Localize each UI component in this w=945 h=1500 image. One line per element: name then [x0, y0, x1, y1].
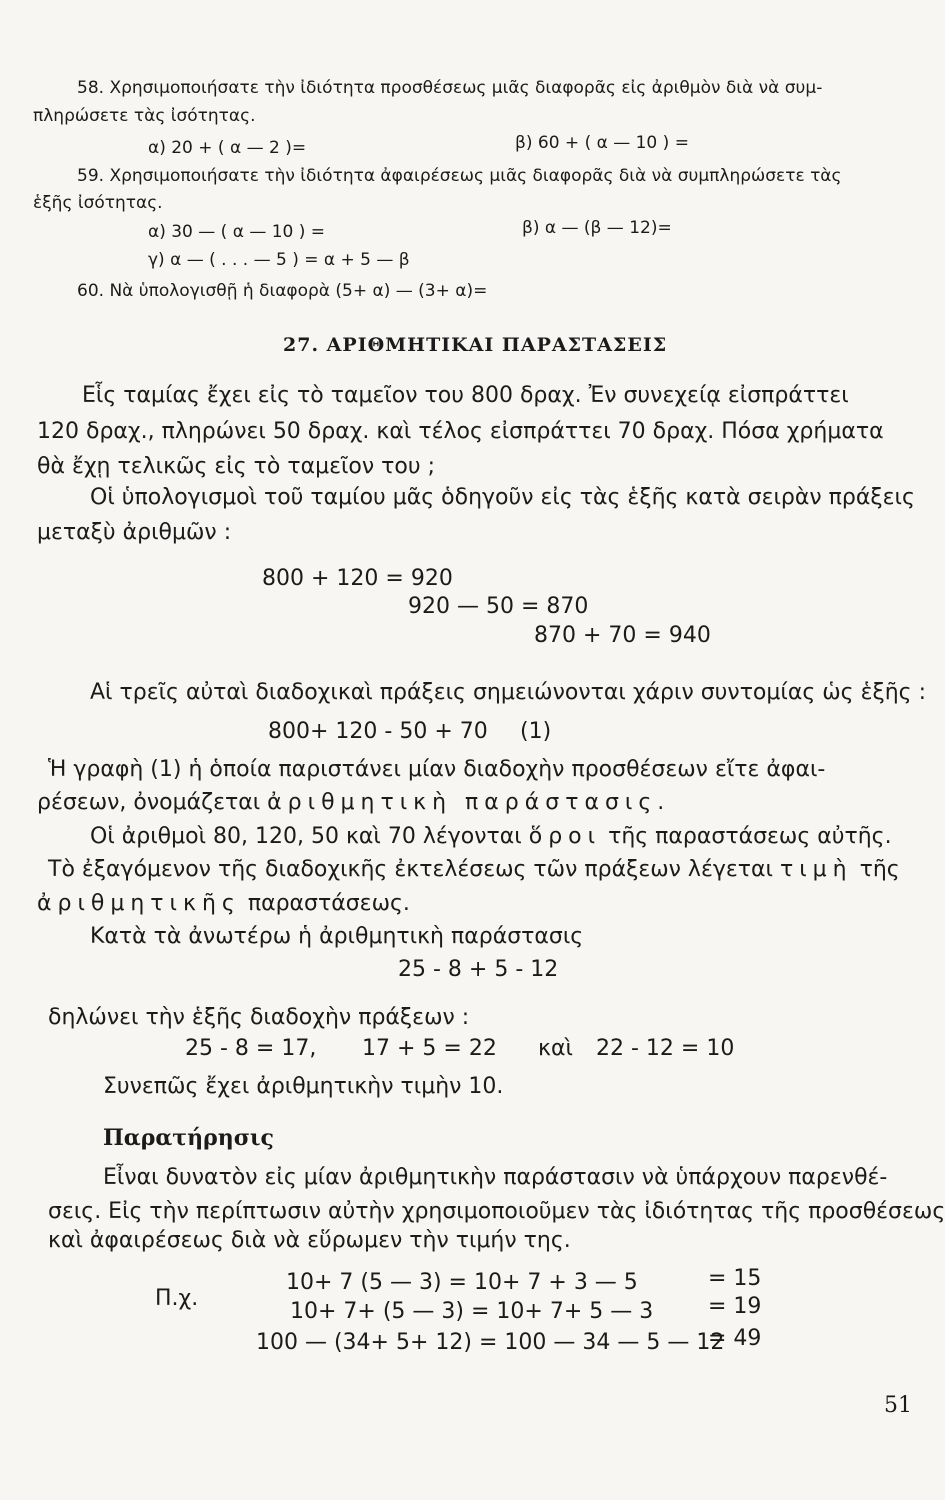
para6-post: τῆς — [859, 857, 900, 882]
para6-line1 — [48, 857, 900, 882]
exercise-58-part-b: β) 60 + ( α — 10 ) = — [515, 133, 689, 153]
para2-line1: Οἱ ὑπολογισμοὶ τοῦ ταμίου μᾶς ὁδηγοῦν εἰς τὰς ἑξῆς κατὰ σειρὰν πράξεις — [90, 485, 915, 510]
para1-line1: Εἷς ταμίας ἔχει εἰς τὸ ταμεῖον του 800 δραχ. Ἐν συνεχείᾳ εἰσπράττει — [82, 383, 849, 408]
para8: δηλώνει τὴν ἑξῆς διαδοχὴν πράξεων : — [48, 1005, 470, 1030]
para5 — [90, 824, 892, 849]
para4-line1: Ἡ γραφὴ (1) ἡ ὁποία παριστάνει μίαν διαδοχὴν προσθέσεων εἴτε ἀφαι- — [48, 757, 826, 782]
para5-pre: Οἱ ἀριθμοὶ 80, 120, 50 καὶ 70 λέγονται — [90, 824, 522, 849]
para6-pre: Τὸ ἐξαγόμενον τῆς διαδοχικῆς ἐκτελέσεως τῶν πράξεων λέγεται — [48, 857, 773, 882]
para4-line2-pre: ρέσεων, ὀνομάζεται — [37, 790, 261, 815]
example-row-1-result: = 15 — [708, 1266, 762, 1291]
exercise-59-line1: 59. Χρησιμοποιήσατε τὴν ἰδιότητα ἀφαιρέσεως μιᾶς διαφορᾶς διὰ νὰ συμπληρώσετε τὰς — [77, 166, 842, 186]
expression-1-label: (1) — [520, 719, 552, 744]
example-row-3-expr: 100 — (34+ 5+ 12) = 100 — 34 — 5 — 12 — [256, 1330, 725, 1355]
example-row-2-result: = 19 — [708, 1294, 762, 1319]
exercise-60: 60. Νὰ ὑπολογισθῇ ἡ διαφορὰ (5+ α) — (3+ α)= — [77, 281, 488, 301]
exercise-59-part-c: γ) α — ( . . . — 5 ) = α + 5 — β — [148, 250, 410, 270]
step-3: 22 - 12 = 10 — [596, 1036, 735, 1061]
exercise-58-line2: πληρώσετε τὰς ἰσότητας. — [33, 106, 256, 126]
para2-line2: μεταξὺ ἀριθμῶν : — [37, 520, 232, 545]
note-line2: σεις. Εἰς τὴν περίπτωσιν αὐτὴν χρησιμοποιοῦμεν τὰς ἰδιότητας τῆς προσθέσεως — [48, 1199, 945, 1224]
exercise-59-part-b: β) α — (β — 12)= — [522, 218, 672, 238]
note-title: Παρατήρησις — [103, 1125, 274, 1151]
term-arithmetic-expression: ἀριθμητικὴ παράστασις. — [267, 790, 671, 815]
example-row-3-result: = 49 — [708, 1326, 762, 1351]
exercise-58-part-a: α) 20 + ( α — 2 )= — [148, 138, 307, 158]
exercise-59-line2: ἑξῆς ἰσότητας. — [33, 193, 163, 213]
exercise-59-part-a: α) 30 — ( α — 10 ) = — [148, 222, 326, 242]
page-number: 51 — [884, 1393, 912, 1418]
note-line3: καὶ ἀφαιρέσεως διὰ νὰ εὕρωμεν τὴν τιμήν της. — [48, 1228, 571, 1253]
step-1: 25 - 8 = 17, — [185, 1036, 317, 1061]
example-row-1-expr: 10+ 7 (5 — 3) = 10+ 7 + 3 — 5 — [286, 1270, 638, 1295]
exercise-58-line1: 58. Χρησιμοποιήσατε τὴν ἰδιότητα προσθέσεως μιᾶς διαφορᾶς εἰς ἀριθμὸν διὰ νὰ συμ- — [77, 78, 823, 98]
note-line1: Εἶναι δυνατὸν εἰς μίαν ἀριθμητικὴν παράστασιν νὰ ὑπάρχουν παρενθέ- — [103, 1165, 888, 1190]
expression-2: 25 - 8 + 5 - 12 — [398, 957, 559, 982]
calc-step-1: 800 + 120 = 920 — [262, 566, 453, 591]
para6-line2 — [37, 891, 410, 916]
expression-1: 800+ 120 - 50 + 70 — [268, 719, 488, 744]
calc-step-2: 920 — 50 = 870 — [408, 594, 589, 619]
term-value: τιμὴ — [779, 857, 853, 882]
para4-line2 — [37, 790, 670, 815]
example-row-2-expr: 10+ 7+ (5 — 3) = 10+ 7+ 5 — 3 — [290, 1299, 654, 1324]
para1-line2: 120 δραχ., πληρώνει 50 δραχ. καὶ τέλος εἰσπράττει 70 δραχ. Πόσα χρήματα — [37, 419, 884, 444]
example-label: Π.χ. — [155, 1286, 199, 1311]
calc-step-3: 870 + 70 = 940 — [534, 623, 711, 648]
para5-post: τῆς παραστάσεως αὐτῆς. — [608, 824, 892, 849]
para7: Κατὰ τὰ ἀνωτέρω ἡ ἀριθμητικὴ παράστασις — [90, 924, 584, 949]
para3: Αἱ τρεῖς αὐταὶ διαδοχικαὶ πράξεις σημειώνονται χάριν συντομίας ὡς ἑξῆς : — [90, 680, 926, 705]
step-2: 17 + 5 = 22 — [362, 1036, 497, 1061]
step-conjunction: καὶ — [538, 1036, 573, 1061]
term-arithmetic: ἀριθμητικῆς — [37, 891, 241, 916]
para1-line3: θὰ ἔχῃ τελικῶς εἰς τὸ ταμεῖον του ; — [37, 454, 435, 479]
para9: Συνεπῶς ἔχει ἀριθμητικὴν τιμὴν 10. — [103, 1074, 504, 1099]
para6-line2-post: παραστάσεως. — [247, 891, 410, 916]
term-terms: ὅροι — [528, 824, 602, 849]
section-title: 27. ΑΡΙΘΜΗΤΙΚΑΙ ΠΑΡΑΣΤΑΣΕΙΣ — [283, 334, 668, 356]
